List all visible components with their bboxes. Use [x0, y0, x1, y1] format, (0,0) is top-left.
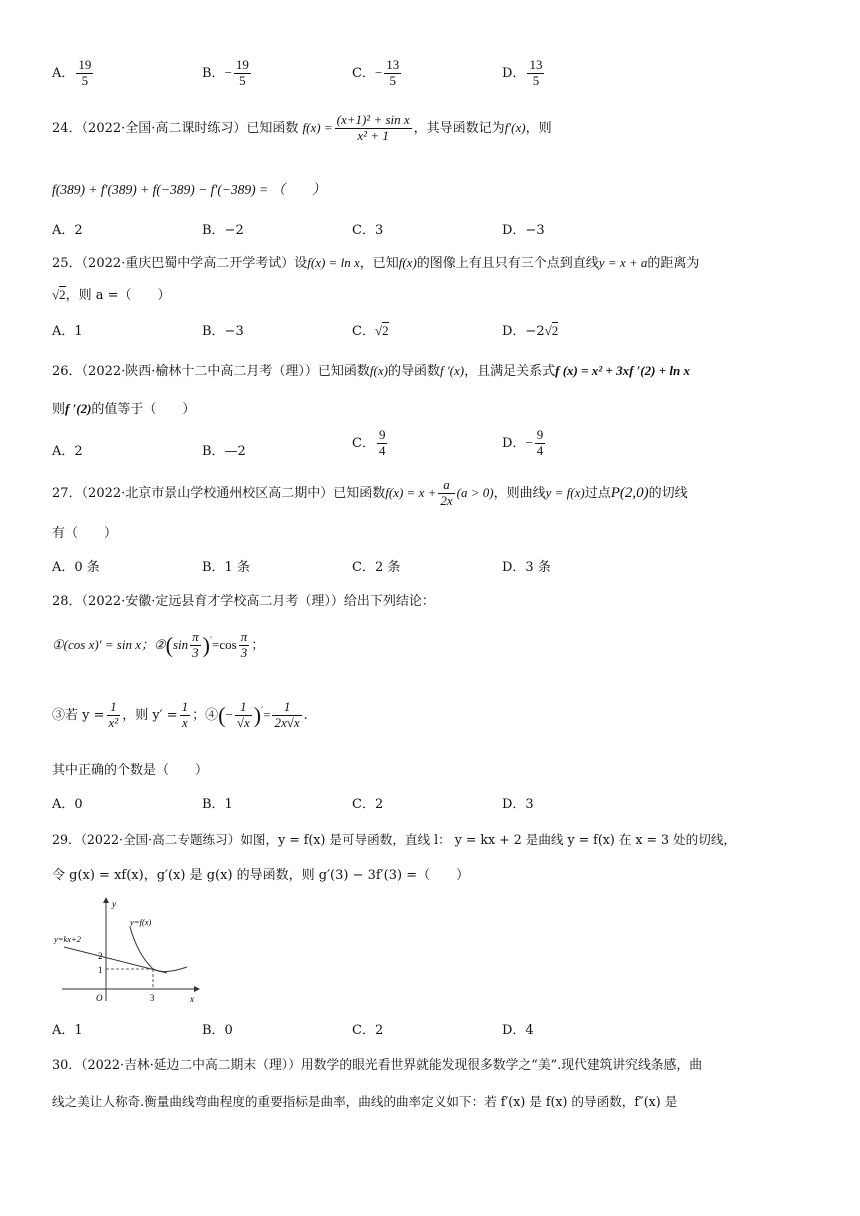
curve-fx [130, 927, 187, 972]
prime-mark: ′ [261, 706, 264, 717]
q25-fx: f(x) [398, 255, 417, 270]
x-axis-arrow-icon [194, 986, 200, 992]
fraction [239, 630, 250, 661]
denominator: 2x√x [274, 714, 300, 730]
q28-header: 28．（2022·安徽·定远县育才学校高二月考（理））给出下列结论： [52, 594, 435, 609]
denominator: 2x [440, 492, 453, 508]
denominator: x [182, 714, 188, 730]
denominator: 5 [389, 72, 397, 88]
paren-right: ) [202, 632, 210, 658]
tick-1: 1 [98, 965, 103, 975]
q29-option-a: A．1 [52, 1023, 83, 1038]
q27-stem-line2: 有（ ） [52, 526, 118, 541]
numerator: 19 [235, 57, 249, 72]
q23-option-d [502, 58, 546, 89]
q28-statement-3a: ③若 y = [52, 707, 105, 723]
q26-relation: f (x) = x² + 3xf ′(2) + ln x [555, 363, 690, 378]
sqrt-value: 2 [59, 287, 66, 302]
q26-option-a: A．2 [52, 444, 83, 459]
numerator: π [192, 629, 199, 644]
x-axis-label: x [190, 994, 194, 1004]
option-label: A． [52, 65, 75, 81]
q26-option-b: B．—2 [202, 444, 246, 459]
q30-stem-line2: 线之美让人称奇.衡量曲线弯曲程度的重要指标是曲率，曲线的曲率定义如下：若 f′(x) 是 f(x) 的导函数，f″(x) 是 [52, 1094, 678, 1109]
paren-left: ( [218, 702, 226, 728]
fraction [272, 700, 301, 731]
q27-option-a: A．0 条 [52, 560, 100, 575]
sqrt-symbol: √ [374, 323, 383, 338]
curve-label: y=f(x) [130, 917, 152, 927]
option-label: D． [502, 65, 526, 81]
q28-statement-3c: ；④ [192, 707, 219, 723]
q27-suffix: 的切线 [648, 485, 688, 501]
minus-sign: − [225, 706, 233, 722]
q24-fraction [335, 113, 412, 144]
q23-option-b [202, 58, 253, 89]
denominator: 4 [536, 442, 544, 458]
q25-option-c [352, 320, 389, 339]
q25-line: y = x + a [598, 255, 648, 270]
denominator: 5 [81, 72, 89, 88]
period: . [303, 707, 308, 723]
q27-mid: ，则曲线 [493, 485, 546, 501]
q26-prefix: 26．（2022·陕西·榆林十二中高二月考（理））已知函数 [52, 364, 370, 379]
numerator: 1 [181, 699, 189, 714]
q25-line2-rest: ，则 a =（ ） [65, 288, 171, 303]
denominator: √x [236, 714, 250, 730]
numerator: 1 [107, 700, 121, 716]
numerator: 9 [536, 427, 544, 442]
denominator: 3 [192, 644, 199, 660]
q24-prefix: 24．（2022·全国·高二课时练习）已知函数 [52, 120, 299, 136]
q24-expression: f(389) + f′(389) + f(−389) − f′(−389) = （ ） [52, 182, 326, 197]
denominator: 5 [239, 72, 246, 88]
q28-question: 其中正确的个数是（ ） [52, 763, 209, 778]
q30-stem-line1: 30．（2022·吉林·延边二中高二期末（理））用数学的眼光看世界就能发现很多数学之“美”.现代建筑讲究线条感，曲 [52, 1058, 702, 1073]
sqrt-symbol: √ [544, 323, 552, 338]
q25-mid2: 的图像上有且只有三个点到直线 [416, 256, 599, 271]
q29-option-c: C．2 [352, 1023, 384, 1038]
q24-suffix: ，则 [525, 120, 552, 136]
q24-option-a: A．2 [52, 223, 83, 238]
q26-stem-line1 [52, 360, 690, 379]
q24-option-b: B．−2 [202, 223, 244, 238]
numerator: (x+1)² + sin x [336, 112, 410, 127]
q27-option-c: C．2 条 [352, 560, 401, 575]
q26-fx: f(x) [369, 363, 388, 378]
sin-text: sin [172, 636, 189, 652]
q28-statement-3b: ，则 y′ = [122, 707, 178, 723]
paren-left: ( [165, 632, 173, 658]
sign: − [525, 434, 533, 450]
q25-option-b: B．−3 [202, 324, 244, 339]
denominator: 5 [532, 72, 540, 88]
q26-option-d [502, 428, 547, 459]
q24-derivative: f′(x) [504, 119, 526, 135]
y-axis-arrow-icon [103, 897, 109, 903]
option-label: C． [352, 324, 375, 339]
q27-stem-line1 [52, 478, 688, 509]
fraction [234, 58, 251, 89]
numerator: π [240, 629, 248, 644]
q24-function-lhs: f(x) = [302, 119, 333, 135]
option-label: D．−2 [502, 324, 545, 339]
fraction [535, 428, 546, 459]
sqrt-value: 2 [551, 323, 559, 338]
q28-statements-1-2 [52, 630, 264, 661]
numerator: 9 [378, 427, 386, 442]
y-axis-label: y [112, 899, 116, 909]
q26-line2-c: 的值等于（ ） [91, 402, 196, 417]
q26-line2-a: 则 [52, 402, 66, 417]
numerator: 13 [529, 57, 543, 72]
q26-derivative: f ′(x) [439, 363, 465, 378]
q25-prefix: 25．（2022·重庆巴蜀中学高二开学考试）设 [52, 256, 308, 271]
equals-cos: =cos [212, 636, 237, 652]
q27-condition: (a > 0) [456, 484, 494, 500]
q28-option-d: D．3 [502, 797, 534, 812]
q25-mid: ，已知 [359, 256, 399, 271]
q27-option-b: B．1 条 [202, 560, 250, 575]
origin-label: O [96, 993, 103, 1003]
q25-option-a: A．1 [52, 324, 83, 339]
fraction [107, 700, 121, 731]
q27-option-d: D．3 条 [502, 560, 551, 575]
q29-stem-line2: 令 g(x) = xf(x)，g′(x) 是 g(x) 的导函数，则 g′(3) − 3f′(3) =（ ） [52, 868, 470, 883]
sign: − [374, 64, 383, 80]
numerator: 1 [272, 700, 301, 716]
numerator: 19 [78, 57, 92, 72]
fraction [235, 700, 252, 731]
q25-suffix: 的距离为 [647, 256, 700, 271]
q25-stem-line2 [52, 284, 171, 303]
q27-prefix: 27．（2022·北京市景山学校通州校区高二期中）已知函数 [52, 485, 386, 501]
q27-point: P(2,0) [610, 484, 649, 501]
q28-statements-3-4 [52, 700, 308, 731]
option-label: C． [352, 435, 375, 451]
q29-option-d: D．4 [502, 1023, 534, 1038]
option-label: C． [352, 65, 375, 81]
prime-mark: ′ [209, 636, 213, 647]
fraction [527, 58, 544, 89]
q26-option-c [352, 428, 389, 459]
q23-option-a [52, 58, 95, 89]
q24-option-d: D．−3 [502, 223, 545, 238]
q29-stem-line1: 29．（2022·全国·高二专题练习）如图，y = f(x) 是可导函数，直线 l： y = kx + 2 是曲线 y = f(x) 在 x = 3 处的切线， [52, 832, 737, 847]
numerator: a [438, 478, 454, 494]
tick-3: 3 [150, 993, 155, 1003]
equals-sign: = [263, 706, 271, 722]
option-label: D． [502, 435, 526, 451]
q27-function-lhs: f(x) = x + [385, 484, 437, 500]
q26-stem-line2 [52, 398, 195, 417]
tick-2: 2 [98, 951, 103, 961]
q26-mid: 的导函数 [387, 364, 440, 379]
sqrt-value: 2 [382, 323, 389, 338]
q24-stem [52, 113, 552, 144]
q25-stem-line1 [52, 252, 699, 271]
q27-curve: y = f(x) [545, 484, 585, 500]
denominator: x² + 1 [357, 127, 389, 143]
q28-option-b: B．1 [202, 797, 233, 812]
q29-figure [52, 895, 202, 1007]
fraction [384, 58, 401, 89]
q26-fprime2: f ′(2) [65, 401, 92, 416]
sign: − [224, 64, 232, 80]
q25-option-d [502, 320, 558, 339]
line-label: y=kx+2 [54, 934, 82, 944]
option-label: B． [202, 65, 225, 81]
sqrt-symbol: √ [52, 287, 60, 302]
fraction [377, 428, 388, 459]
q27-mid2: 过点 [584, 485, 611, 501]
q27-fraction [438, 478, 454, 509]
fraction [76, 58, 93, 89]
separator: ； [251, 637, 265, 653]
fraction [180, 700, 191, 731]
tangent-line [64, 947, 167, 973]
denominator: 4 [378, 442, 386, 458]
q28-option-a: A．0 [52, 797, 83, 812]
q25-function-def: f(x) = ln x [307, 255, 360, 270]
denominator: x² [108, 714, 119, 730]
q24-mid: ，其导函数记为 [413, 120, 505, 136]
numerator: 1 [235, 700, 252, 716]
numerator: 13 [386, 57, 400, 72]
q26-mid2: ，且满足关系式 [464, 364, 556, 379]
q28-statement-1: ①(cos x)′ = sin x；② [52, 636, 166, 652]
q23-option-c [352, 58, 403, 89]
denominator: 3 [240, 644, 248, 660]
q29-option-b: B．0 [202, 1023, 233, 1038]
q24-option-c: C．3 [352, 223, 384, 238]
q28-option-c: C．2 [352, 797, 384, 812]
paren-right: ) [253, 702, 262, 728]
fraction [190, 630, 201, 661]
